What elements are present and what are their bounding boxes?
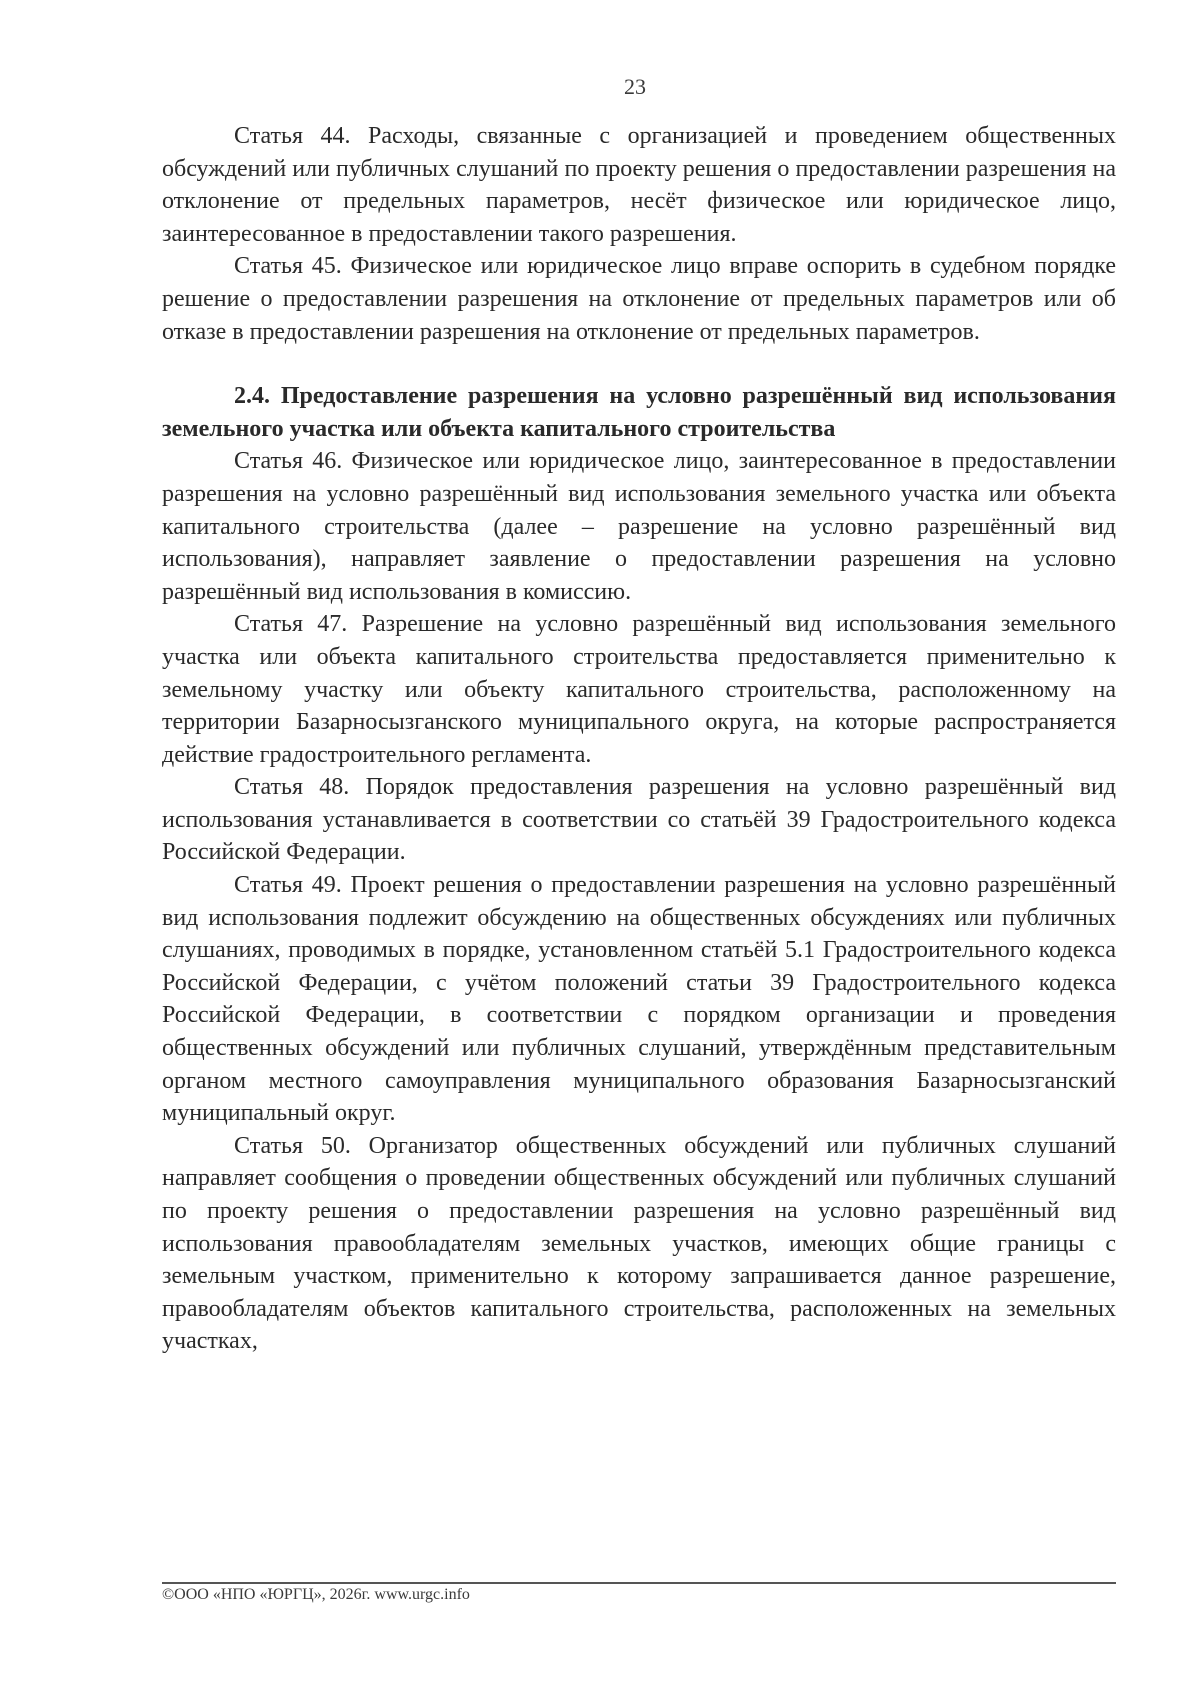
section-heading: 2.4. Предоставление разрешения на условно разрешённый вид использования земельного участка или объекта капитального строительства bbox=[162, 383, 1116, 442]
document-body bbox=[162, 120, 1116, 1358]
page-number: 23 bbox=[624, 74, 646, 99]
article-48-paragraph: Статья 48. Порядок предоставления разрешения на условно разрешённый вид использования устанавливается в соответствии со статьёй 39 Градостроительного кодекса Российской Федерации. bbox=[162, 774, 1116, 866]
footer-divider bbox=[162, 1582, 1116, 1584]
article-44-paragraph: Статья 44. Расходы, связанные с организацией и проведением общественных обсуждений или публичных слушаний по проекту решения о предоставлении разрешения на отклонение от предельных параметров, несёт физическое или юридическое лицо, заинтересованное в предоставлении такого разрешения. bbox=[162, 123, 1116, 247]
article-50-paragraph: Статья 50. Организатор общественных обсуждений или публичных слушаний направляет сообщения о проведении общественных обсуждений или публичных слушаний по проекту решения о предоставлении разрешения на условно разрешённый вид использования правообладателям земельных участков, имеющих общие границы с земельным участком, применительно к которому запрашивается данное разрешение, правообладателям объектов капитального строительства, расположенных на земельных участках, bbox=[162, 1132, 1116, 1355]
article-47-paragraph: Статья 47. Разрешение на условно разрешённый вид использования земельного участка или объекта капитального строительства предоставляется применительно к земельному участку или объекту капитального строительства, расположенному на территории Базарносызганского муниципального округа, на которые распространяется действие градостроительного регламента. bbox=[162, 611, 1116, 768]
article-46-paragraph: Статья 46. Физическое или юридическое лицо, заинтересованное в предоставлении разрешения на условно разрешённый вид использования земельного участка или объекта капитального строительства (далее – разрешение на условно разрешённый вид использования), направляет заявление о предоставлении разрешения на условно разрешённый вид использования в комиссию. bbox=[162, 448, 1116, 605]
footer-copyright: ©ООО «НПО «ЮРГЦ», 2026г. www.urgc.info bbox=[162, 1586, 470, 1603]
article-45-paragraph: Статья 45. Физическое или юридическое лицо вправе оспорить в судебном порядке решение о предоставлении разрешения на отклонение от предельных параметров или об отказе в предоставлении разрешения на отклонение от предельных параметров. bbox=[162, 253, 1116, 345]
article-49-paragraph: Статья 49. Проект решения о предоставлении разрешения на условно разрешённый вид использования подлежит обсуждению на общественных обсуждениях или публичных слушаниях, проводимых в порядке, установленном статьёй 5.1 Градостроительного кодекса Российской Федерации, с учётом положений статьи 39 Градостроительного кодекса Российской Федерации, в соответствии с порядком организации и проведения общественных обсуждений или публичных слушаний, утверждённым представительным органом местного самоуправления муниципального образования Базарносызганский муниципальный округ. bbox=[162, 872, 1116, 1127]
